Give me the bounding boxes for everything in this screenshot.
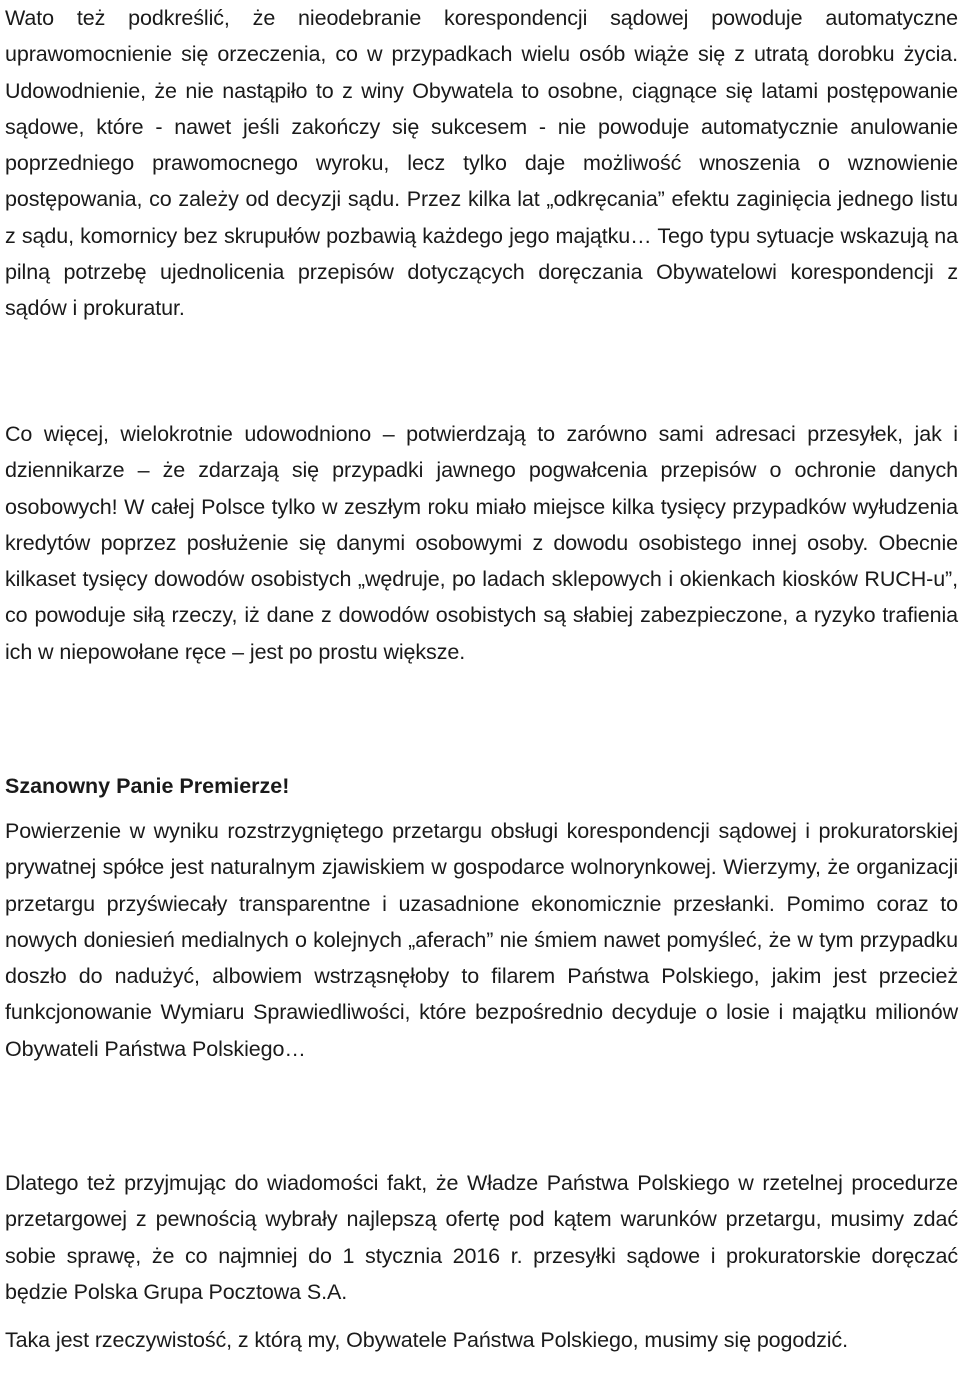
- salutation-heading: Szanowny Panie Premierze!: [5, 774, 290, 798]
- paragraph-uprawomocnienie: Wato też podkreślić, że nieodebranie korespondencji sądowej powoduje automatyczne uprawomocnienie się orzeczenia, co w przypadkach wielu osób wiąże się z utratą dorobku życia. Udowodnienie, że nie nastąpiło to z winy Obywatela to osobne, ciągnące się latami postępowanie sądowe, które - nawet jeśli zakończy się sukcesem - nie powoduje automatycznie anulowanie poprzedniego prawomocnego wyroku, lecz tylko daje możliwość wnoszenia o wznowienie postępowania, co zależy od decyzji sądu. Przez kilka lat „odkręcania” efektu zaginięcia jednego listu z sądu, komornicy bez skrupułów pozbawią każdego jego majątku… Tego typu sytuacje wskazują na pilną potrzebę ujednolicenia przepisów dotyczących doręczania Obywatelowi korespondencji z sądów i prokuratur.: [5, 6, 958, 321]
- paragraph-poczta-polska: Dlatego też przyjmując do wiadomości fakt, że Władze Państwa Polskiego w rzetelnej procedurze przetargowej z pewnością wybrały najlepszą ofertę pod kątem warunków przetargu, musimy zdać sobie sprawę, że co najmniej do 1 stycznia 2016 r. przesyłki sądowe i prokuratorskie doręczać będzie Polska Grupa Pocztowa S.A.: [5, 1171, 958, 1304]
- paragraph-dane-osobowe: Co więcej, wielokrotnie udowodniono – potwierdzają to zarówno sami adresaci przesyłek, jak i dziennikarze – że zdarzają się przypadki jawnego pogwałcenia przepisów o ochronie danych osobowych! W całej Polsce tylko w zeszłym roku miało miejsce kilka tysięcy przypadków wyłudzenia kredytów poprzez posłużenie się danymi osobowymi z dowodu osobistego innej osoby. Obecnie kilkaset tysięcy dowodów osobistych „wędruje, po ladach sklepowych i okienkach kiosków RUCH-u”, co powoduje siłą rzeczy, iż dane z dowodów osobistych są słabiej zabezpieczone, a ryzyko trafienia ich w niepowołane ręce – jest po prostu większe.: [5, 422, 958, 664]
- paragraph-rzeczywistosc: Taka jest rzeczywistość, z którą my, Obywatele Państwa Polskiego, musimy się pogodzić.: [5, 1328, 848, 1352]
- paragraph-przetarg: Powierzenie w wyniku rozstrzygniętego przetargu obsługi korespondencji sądowej i prokuratorskiej prywatnej spółce jest naturalnym zjawiskiem w gospodarce wolnorynkowej. Wierzymy, że organizacji przetargu przyświecały transparentne i uzasadnione ekonomicznie przesłanki. Pomimo coraz to nowych doniesień medialnych o kolejnych „aferach” nie śmiem nawet pomyśleć, że w tym przypadku doszło do nadużyć, albowiem wstrząsnęłoby to filarem Państwa Polskiego, jakim jest przecież funkcjonowanie Wymiaru Sprawiedliwości, które bezpośrednio decyduje o losie i majątku milionów Obywateli Państwa Polskiego…: [5, 819, 958, 1061]
